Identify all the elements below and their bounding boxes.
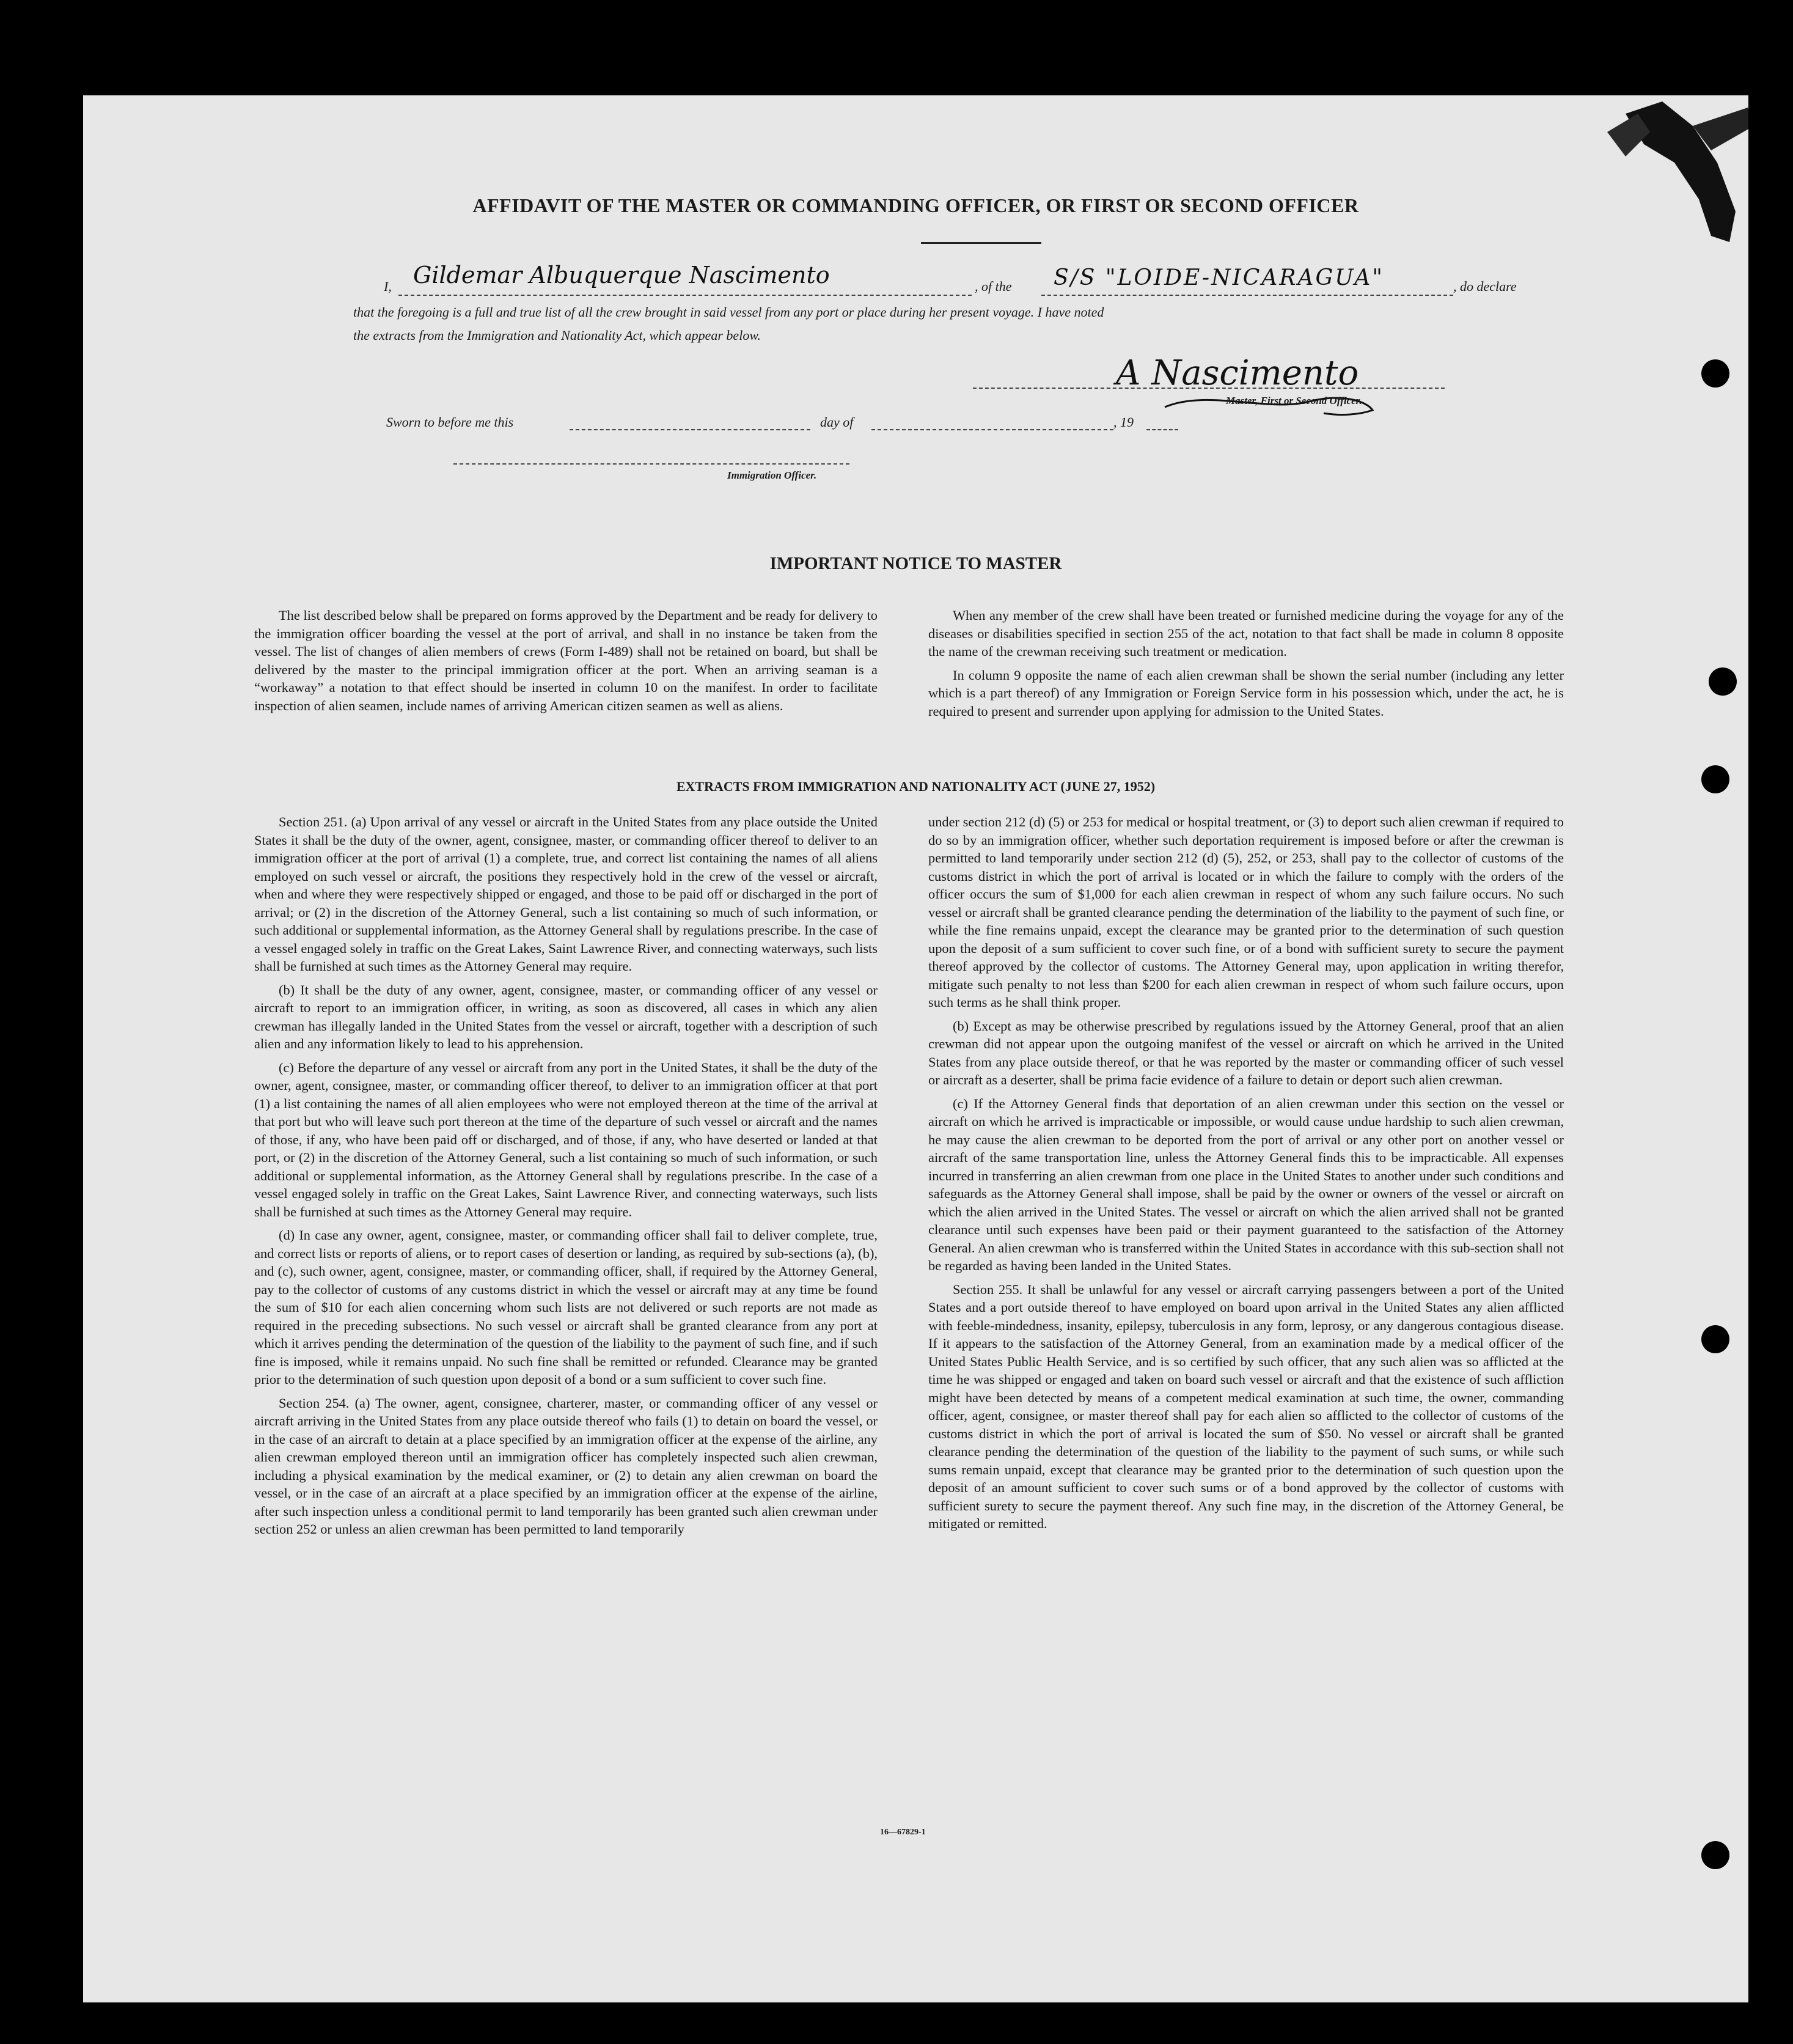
binding-tape bbox=[1571, 95, 1748, 273]
title-underline bbox=[921, 242, 1041, 244]
declaration-prefix: I, bbox=[384, 279, 392, 294]
sworn-day-of: day of bbox=[820, 414, 854, 430]
form-code: 16—67829-1 bbox=[880, 1828, 926, 1837]
vessel-blank bbox=[1041, 295, 1453, 296]
notice-paragraph: When any member of the crew shall have been treated or furnished medicine during the voyage for any of the diseases or disabilities specified in section 255 of the act, notation to that fact shall be made in column 8 opposite the name of the crewman receiving such treatment or medication. bbox=[928, 608, 1564, 659]
sworn-month-blank bbox=[871, 429, 1113, 430]
affidavit-title: AFFIDAVIT OF THE MASTER OR COMMANDING OFFICER, OR FIRST OR SECOND OFFICER bbox=[472, 194, 1359, 216]
act-paragraph: (c) If the Attorney General finds that deportation of an alien crewman under this section on the vessel or aircraft on which he arrived is impracticable or impossible, or would cause undue hardship to such alien crewman, he may cause the alien crewman to be deported from the port of arrival or any other port on another vessel or aircraft of the same transportation line, unless the Attorney General finds this to be impracticable. All expenses incurred in transferring an alien crewman from one place in the United States to another under such conditions and safeguards as the Attorney General shall impose, shall be paid by the owner or owners of the vessel or aircraft on which the alien arrived in the United States. The vessel or aircraft on which the alien arrived shall not be granted clearance until such expenses have been paid or their payment guaranteed to the satisfaction of the Attorney General. An alien crewman who is transferred within the United States in accordance with this sub-section shall not be regarded as having been landed in the United States. bbox=[928, 1095, 1564, 1273]
vessel-name-handwritten: S/S "LOIDE-NICARAGUA" bbox=[1054, 265, 1384, 290]
act-paragraph: Section 251. (a) Upon arrival of any vessel or aircraft in the United States from any place outside the United States it shall be the duty of the owner, agent, consignee, master, or commanding officer thereof to deliver to an immigration officer at the port of arrival (1) a complete, true, and correct list containing the names of all aliens employed on such vessel or aircraft, the positions they respectively hold in the crew of the vessel or aircraft, when and where they were respectively shipped or engaged, and those to be paid off or discharged in the port of arrival; or (2) in the discretion of the Attorney General, such a list containing so much of such information, or such additional or supplemental information, as the Attorney General shall by regulations prescribe. In the case of a vessel engaged solely in traffic on the Great Lakes, Saint Lawrence River, and connecting waterways, such lists shall be furnished at such times as the Attorney General may require. bbox=[254, 814, 878, 974]
master-name-handwritten: Gildemar Albuquerque Nascimento bbox=[413, 262, 830, 289]
punch-hole bbox=[1701, 765, 1729, 793]
punch-hole bbox=[1701, 1841, 1729, 1869]
act-paragraph: under section 212 (d) (5) or 253 for medical or hospital treatment, or (3) to deport such alien crewman if required to do so by an immigration officer, whether such deportation requirement is imposed before or after the crewman is permitted to land temporarily under section 212 (d) (5), 252, or 253, shall pay to the collector of customs of the customs district in which the port of arrival is located or in which the failure to comply with the orders of the officer occurs the sum of $1,000 for each alien crewman in respect of whom any such failure occurs. No such vessel or aircraft shall be granted clearance pending the determination of the liability to the payment of such fine, or while the fine remains unpaid, except the clearance may be granted prior to the determination of such question upon the deposit of a sum sufficient to cover such fine, or of a bond with sufficient surety to secure the payment thereof approved by the collector of customs. The Attorney General may, upon application in writing therefor, mitigate such penalty to not less than $200 for each alien crewman in respect of whom such failure occurs, upon such terms as he shall think proper. bbox=[928, 814, 1564, 1010]
signature-caption: Master, First or Second Officer. bbox=[1226, 395, 1362, 406]
sworn-date-blank bbox=[570, 429, 810, 430]
extracts-title: EXTRACTS FROM IMMIGRATION AND NATIONALITY ACT (JUNE 27, 1952) bbox=[676, 779, 1156, 794]
immigration-officer-caption: Immigration Officer. bbox=[727, 469, 817, 481]
extracts-right-column bbox=[928, 813, 1564, 1539]
sworn-year-blank bbox=[1146, 429, 1178, 430]
declaration-do-declare: , do declare bbox=[1453, 279, 1517, 294]
extracts-left-column bbox=[254, 813, 878, 1544]
master-signature-handwritten: A Nascimento bbox=[1116, 353, 1359, 393]
notice-right-column bbox=[928, 606, 1564, 726]
sworn-label: Sworn to before me this bbox=[386, 414, 514, 430]
notice-paragraph: In column 9 opposite the name of each alien crewman shall be shown the serial number (including any letter which is a part thereof) of any Immigration or Foreign Service form in his possession which, under the act, he is required to present and surrender upon applying for admission to the United States. bbox=[928, 667, 1564, 719]
notice-title: IMPORTANT NOTICE TO MASTER bbox=[769, 554, 1062, 573]
act-paragraph: (d) In case any owner, agent, consignee, master, or commanding officer shall fail to deliver complete, true, and correct lists or reports of aliens, or to report cases of desertion or landing, as required by sub-sections (a), (b), and (c), such owner, agent, consignee, master, or commanding officer, shall, if required by the Attorney General, pay to the collector of customs of any customs district in which the vessel or aircraft may at any time be found the sum of $10 for each alien concerning whom such lists are not delivered or such reports are not made as required in the preceding subsections. No such vessel or aircraft shall be granted clearance from any port at which it arrives pending the determination of the question of the liability to the payment of such fine, and if such fine is imposed, while it remains unpaid. No such fine shall be remitted or refunded. Clearance may be granted prior to the determination of such question upon deposit of a bond or a sum sufficient to cover such fine. bbox=[254, 1227, 878, 1387]
act-paragraph: Section 255. It shall be unlawful for any vessel or aircraft carrying passengers between a port of the United States and a port outside thereof to have employed on board upon arrival in the United States any alien afflicted with feeble-mindedness, insanity, epilepsy, tuberculosis in any form, leprosy, or any dangerous contagious disease. If it appears to the satisfaction of the Attorney General, from an examination made by a medical officer of the United States Public Health Service, and is so certified by such officer, that any such alien was so afflicted at the time he was shipped or engaged and taken on board such vessel or aircraft and that the existence of such affliction might have been detected by means of a competent medical examination at such time, the owner, commanding officer, agent, consignee, or master thereof shall pay for each alien so afflicted to the collector of customs of the customs district in which the port of arrival is located the sum of $50. No vessel or aircraft shall be granted clearance pending the determination of the question of the liability to the payment of such sums, or while such sums remain unpaid, except that clearance may be granted prior to the determination of such question upon the deposit of an amount sufficient to cover such sums or of a bond approved by the collector of customs with sufficient surety to secure the payment thereof. Any such fine may, in the discretion of the Attorney General, be mitigated or remitted. bbox=[928, 1281, 1564, 1531]
punch-hole bbox=[1701, 359, 1729, 388]
name-blank bbox=[398, 295, 972, 296]
punch-hole-partial bbox=[1709, 667, 1737, 696]
notice-left-column bbox=[254, 606, 878, 720]
document-page bbox=[83, 95, 1748, 2002]
declaration-line-3: the extracts from the Immigration and Nationality Act, which appear below. bbox=[353, 328, 761, 343]
act-paragraph: (b) It shall be the duty of any owner, agent, consignee, master, or commanding officer of any vessel or aircraft to report to an immigration officer, in writing, as soon as discovered, all cases in which any alien crewman has illegally landed in the United States from the vessel or aircraft, together with a description of such alien and any information likely to lead to his apprehension. bbox=[254, 982, 878, 1051]
immigration-officer-line bbox=[453, 463, 849, 465]
sworn-year-prefix: , 19 bbox=[1113, 414, 1134, 430]
declaration-line-2: that the foregoing is a full and true list of all the crew brought in said vessel from any port or place during her present voyage. I have noted bbox=[353, 304, 1104, 320]
punch-hole bbox=[1701, 1325, 1729, 1353]
act-paragraph: (c) Before the departure of any vessel or aircraft from any port in the United States, it shall be the duty of the owner, agent, consignee, master, or commanding officer thereof, to deliver to an immigration officer at that port (1) a list containing the names of all alien employees who were not employed thereon at the time of the arrival at that port but who will leave such port thereon at the time of the departure of such vessel or aircraft and the names of those, if any, who have been paid off or discharged, and of those, if any, who have deserted or landed at that port, or (2) in the discretion of the Attorney General, such a list containing so much of such information, or such additional or supplemental information, as the Attorney General shall by regulations prescribe. In the case of a vessel engaged solely in traffic on the Great Lakes, Saint Lawrence River, and connecting waterways, such lists shall be furnished at such times as the Attorney General may require. bbox=[254, 1059, 878, 1219]
declaration-of-the: , of the bbox=[975, 279, 1012, 294]
act-paragraph: (b) Except as may be otherwise prescribed by regulations issued by the Attorney General, proof that an alien crewman did not appear upon the outgoing manifest of the vessel or aircraft on which he arrived in the United States from any place outside thereof, or that he was reported by the master or commanding officer of such vessel or aircraft as a deserter, shall be prima facie evidence of a failure to detain or deport such alien crewman. bbox=[928, 1018, 1564, 1087]
act-paragraph: Section 254. (a) The owner, agent, consignee, charterer, master, or commanding officer of any vessel or aircraft arriving in the United States from any place outside thereof who fails (1) to detain on board the vessel, or in the case of an aircraft to detain at a place specified by an immigration officer at the expense of the airline, any alien crewman employed thereon until an immigration officer has completely inspected such alien crewman, including a physical examination by the medical examiner, or (2) to detain any alien crewman on board the vessel, or in the case of an aircraft at a place specified by an immigration officer at the expense of the airline, after such inspection unless a conditional permit to land temporarily has been granted such alien crewman under section 252 or unless an alien crewman has been permitted to land temporarily bbox=[254, 1395, 878, 1537]
notice-paragraph: The list described below shall be prepared on forms approved by the Department and be ready for delivery to the immigration officer boarding the vessel at the port of arrival, and shall in no instance be taken from the vessel. The list of changes of alien members of crews (Form I-489) shall not be retained on board, but shall be delivered by the master to the principal immigration officer at the port. When an arriving seaman is a “workaway” a notation to that effect should be inserted in column 10 on the manifest. In order to facilitate inspection of alien seamen, include names of arriving American citizen seamen as well as aliens. bbox=[254, 608, 878, 713]
